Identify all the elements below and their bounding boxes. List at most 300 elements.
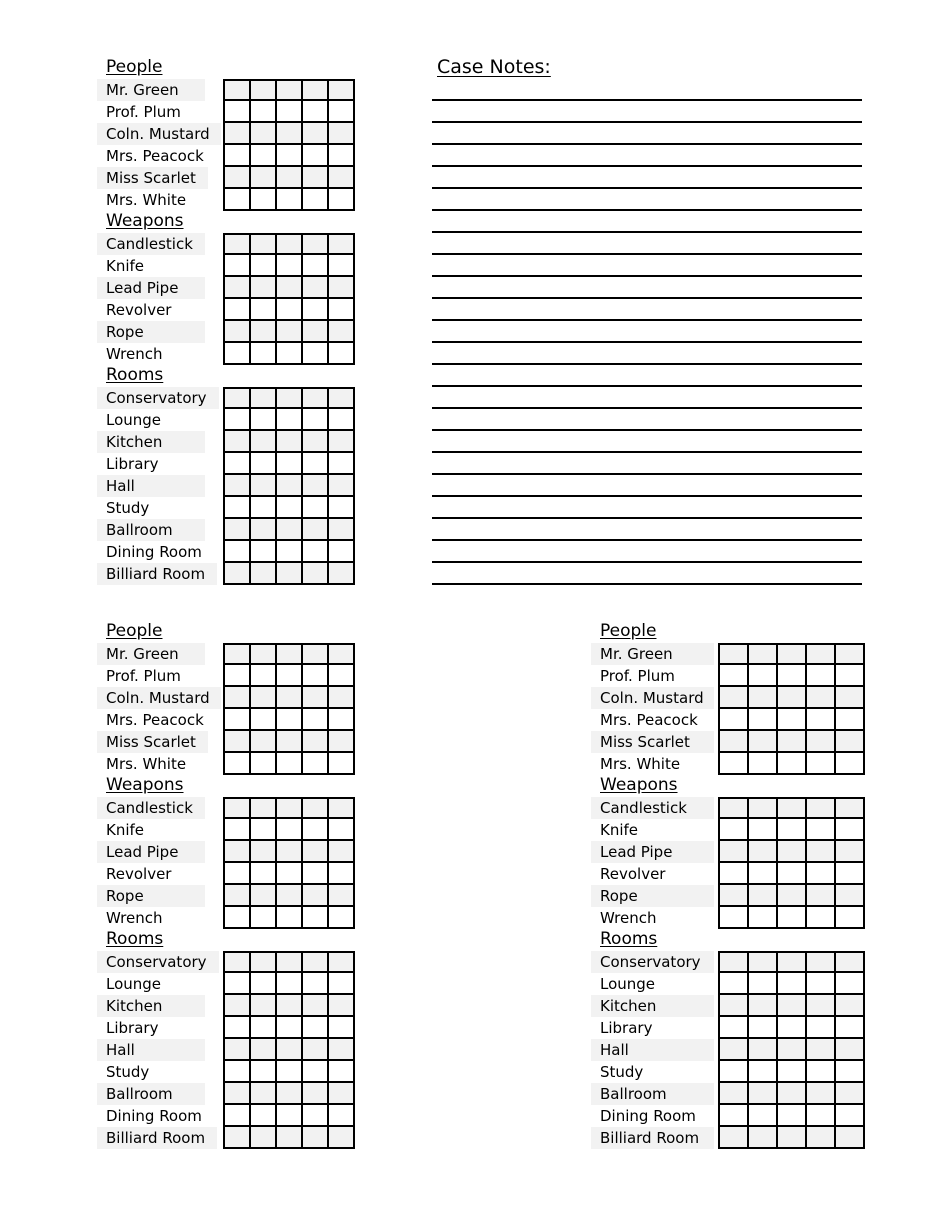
checkbox-cell[interactable] — [836, 953, 863, 971]
checkbox-cell[interactable] — [225, 167, 251, 187]
checkbox-cell[interactable] — [225, 235, 251, 253]
checkbox-cell[interactable] — [303, 687, 329, 707]
checkbox-cell[interactable] — [303, 709, 329, 729]
checkbox-cell[interactable] — [225, 645, 251, 663]
checkbox-cell[interactable] — [720, 731, 749, 751]
checkbox-cell[interactable] — [251, 753, 277, 773]
checkbox-cell[interactable] — [836, 995, 863, 1015]
checkbox-cell[interactable] — [303, 731, 329, 751]
checkbox-cell[interactable] — [225, 885, 251, 905]
checkbox-cell[interactable] — [807, 973, 836, 993]
checkbox-cell[interactable] — [251, 475, 277, 495]
checkbox-cell[interactable] — [277, 431, 303, 451]
checkbox-cell[interactable] — [303, 123, 329, 143]
checkbox-cell[interactable] — [225, 819, 251, 839]
checkbox-cell[interactable] — [807, 645, 836, 663]
checkbox-cell[interactable] — [836, 1017, 863, 1037]
checkbox-cell[interactable] — [720, 1061, 749, 1081]
checkbox-cell[interactable] — [807, 1105, 836, 1125]
checkbox-cell[interactable] — [251, 1127, 277, 1147]
checkbox-cell[interactable] — [251, 1061, 277, 1081]
checkbox-cell[interactable] — [251, 453, 277, 473]
checkbox-cell[interactable] — [251, 1039, 277, 1059]
checkbox-cell[interactable] — [277, 541, 303, 561]
checkbox-cell[interactable] — [251, 863, 277, 883]
checkbox-cell[interactable] — [303, 1039, 329, 1059]
checkbox-cell[interactable] — [749, 1017, 778, 1037]
checkbox-cell[interactable] — [251, 299, 277, 319]
checkbox-cell[interactable] — [836, 973, 863, 993]
checkbox-cell[interactable] — [749, 973, 778, 993]
checkbox-cell[interactable] — [778, 819, 807, 839]
checkbox-cell[interactable] — [225, 841, 251, 861]
checkbox-cell[interactable] — [225, 431, 251, 451]
checkbox-cell[interactable] — [251, 665, 277, 685]
checkbox-cell[interactable] — [277, 189, 303, 209]
checkbox-cell[interactable] — [251, 953, 277, 971]
checkbox-cell[interactable] — [329, 343, 353, 363]
checkbox-cell[interactable] — [225, 453, 251, 473]
checkbox-cell[interactable] — [303, 1083, 329, 1103]
checkbox-cell[interactable] — [251, 1017, 277, 1037]
checkbox-cell[interactable] — [225, 343, 251, 363]
checkbox-cell[interactable] — [749, 841, 778, 861]
checkbox-cell[interactable] — [277, 819, 303, 839]
checkbox-cell[interactable] — [807, 799, 836, 817]
checkbox-cell[interactable] — [303, 475, 329, 495]
checkbox-cell[interactable] — [807, 907, 836, 927]
checkbox-cell[interactable] — [251, 167, 277, 187]
checkbox-cell[interactable] — [303, 497, 329, 517]
checkbox-cell[interactable] — [277, 799, 303, 817]
checkbox-cell[interactable] — [778, 753, 807, 773]
checkbox-cell[interactable] — [807, 841, 836, 861]
checkbox-cell[interactable] — [807, 665, 836, 685]
checkbox-cell[interactable] — [329, 1039, 353, 1059]
checkbox-cell[interactable] — [277, 841, 303, 861]
checkbox-cell[interactable] — [277, 167, 303, 187]
checkbox-cell[interactable] — [277, 235, 303, 253]
checkbox-cell[interactable] — [277, 709, 303, 729]
checkbox-cell[interactable] — [749, 799, 778, 817]
checkbox-cell[interactable] — [251, 645, 277, 663]
checkbox-cell[interactable] — [807, 1039, 836, 1059]
checkbox-cell[interactable] — [303, 389, 329, 407]
checkbox-cell[interactable] — [303, 753, 329, 773]
checkbox-cell[interactable] — [277, 1017, 303, 1037]
checkbox-cell[interactable] — [303, 101, 329, 121]
checkbox-cell[interactable] — [749, 885, 778, 905]
checkbox-cell[interactable] — [225, 409, 251, 429]
checkbox-cell[interactable] — [836, 687, 863, 707]
checkbox-cell[interactable] — [251, 709, 277, 729]
checkbox-cell[interactable] — [720, 1039, 749, 1059]
checkbox-cell[interactable] — [329, 541, 353, 561]
checkbox-cell[interactable] — [807, 819, 836, 839]
checkbox-cell[interactable] — [807, 885, 836, 905]
checkbox-cell[interactable] — [329, 1017, 353, 1037]
checkbox-cell[interactable] — [836, 1083, 863, 1103]
checkbox-cell[interactable] — [778, 841, 807, 861]
checkbox-cell[interactable] — [225, 1017, 251, 1037]
checkbox-cell[interactable] — [225, 563, 251, 583]
checkbox-cell[interactable] — [720, 1105, 749, 1125]
checkbox-cell[interactable] — [329, 235, 353, 253]
checkbox-cell[interactable] — [225, 145, 251, 165]
checkbox-cell[interactable] — [225, 497, 251, 517]
checkbox-cell[interactable] — [329, 995, 353, 1015]
checkbox-cell[interactable] — [251, 541, 277, 561]
checkbox-cell[interactable] — [303, 519, 329, 539]
checkbox-cell[interactable] — [225, 799, 251, 817]
checkbox-cell[interactable] — [749, 863, 778, 883]
checkbox-cell[interactable] — [749, 819, 778, 839]
checkbox-cell[interactable] — [251, 731, 277, 751]
checkbox-cell[interactable] — [329, 731, 353, 751]
checkbox-cell[interactable] — [807, 1127, 836, 1147]
checkbox-cell[interactable] — [778, 953, 807, 971]
checkbox-cell[interactable] — [251, 389, 277, 407]
checkbox-cell[interactable] — [720, 1017, 749, 1037]
checkbox-cell[interactable] — [303, 973, 329, 993]
checkbox-cell[interactable] — [277, 343, 303, 363]
checkbox-cell[interactable] — [329, 665, 353, 685]
checkbox-cell[interactable] — [836, 1105, 863, 1125]
checkbox-cell[interactable] — [277, 563, 303, 583]
checkbox-cell[interactable] — [277, 1083, 303, 1103]
checkbox-cell[interactable] — [778, 665, 807, 685]
checkbox-cell[interactable] — [251, 321, 277, 341]
checkbox-cell[interactable] — [836, 645, 863, 663]
checkbox-cell[interactable] — [225, 519, 251, 539]
checkbox-cell[interactable] — [749, 753, 778, 773]
checkbox-cell[interactable] — [329, 123, 353, 143]
checkbox-cell[interactable] — [303, 321, 329, 341]
checkbox-cell[interactable] — [720, 863, 749, 883]
checkbox-cell[interactable] — [303, 409, 329, 429]
checkbox-cell[interactable] — [251, 1105, 277, 1125]
checkbox-cell[interactable] — [720, 819, 749, 839]
checkbox-cell[interactable] — [303, 863, 329, 883]
checkbox-cell[interactable] — [225, 81, 251, 99]
checkbox-cell[interactable] — [720, 753, 749, 773]
checkbox-cell[interactable] — [329, 645, 353, 663]
checkbox-cell[interactable] — [303, 645, 329, 663]
checkbox-cell[interactable] — [836, 907, 863, 927]
checkbox-cell[interactable] — [720, 953, 749, 971]
checkbox-cell[interactable] — [303, 235, 329, 253]
checkbox-cell[interactable] — [303, 453, 329, 473]
checkbox-cell[interactable] — [836, 885, 863, 905]
checkbox-cell[interactable] — [277, 885, 303, 905]
checkbox-cell[interactable] — [225, 1061, 251, 1081]
checkbox-cell[interactable] — [225, 1039, 251, 1059]
checkbox-cell[interactable] — [807, 1017, 836, 1037]
checkbox-cell[interactable] — [749, 645, 778, 663]
checkbox-cell[interactable] — [778, 1039, 807, 1059]
checkbox-cell[interactable] — [749, 1083, 778, 1103]
checkbox-cell[interactable] — [778, 907, 807, 927]
checkbox-cell[interactable] — [778, 1083, 807, 1103]
checkbox-cell[interactable] — [277, 409, 303, 429]
checkbox-cell[interactable] — [836, 863, 863, 883]
checkbox-cell[interactable] — [749, 709, 778, 729]
checkbox-cell[interactable] — [251, 497, 277, 517]
checkbox-cell[interactable] — [720, 973, 749, 993]
checkbox-cell[interactable] — [720, 995, 749, 1015]
checkbox-cell[interactable] — [329, 475, 353, 495]
checkbox-cell[interactable] — [251, 995, 277, 1015]
checkbox-cell[interactable] — [277, 321, 303, 341]
checkbox-cell[interactable] — [807, 953, 836, 971]
checkbox-cell[interactable] — [225, 389, 251, 407]
checkbox-cell[interactable] — [251, 235, 277, 253]
checkbox-cell[interactable] — [303, 665, 329, 685]
checkbox-cell[interactable] — [329, 1083, 353, 1103]
checkbox-cell[interactable] — [251, 255, 277, 275]
checkbox-cell[interactable] — [807, 731, 836, 751]
checkbox-cell[interactable] — [277, 1105, 303, 1125]
checkbox-cell[interactable] — [836, 1061, 863, 1081]
checkbox-cell[interactable] — [251, 123, 277, 143]
checkbox-cell[interactable] — [303, 255, 329, 275]
checkbox-cell[interactable] — [251, 687, 277, 707]
checkbox-cell[interactable] — [720, 1083, 749, 1103]
checkbox-cell[interactable] — [329, 101, 353, 121]
checkbox-cell[interactable] — [277, 299, 303, 319]
checkbox-cell[interactable] — [778, 863, 807, 883]
checkbox-cell[interactable] — [329, 1127, 353, 1147]
checkbox-cell[interactable] — [251, 799, 277, 817]
checkbox-cell[interactable] — [225, 255, 251, 275]
checkbox-cell[interactable] — [251, 907, 277, 927]
checkbox-cell[interactable] — [329, 277, 353, 297]
checkbox-cell[interactable] — [251, 81, 277, 99]
checkbox-cell[interactable] — [329, 453, 353, 473]
checkbox-cell[interactable] — [225, 687, 251, 707]
checkbox-cell[interactable] — [329, 1105, 353, 1125]
checkbox-cell[interactable] — [225, 299, 251, 319]
checkbox-cell[interactable] — [720, 687, 749, 707]
checkbox-cell[interactable] — [836, 731, 863, 751]
checkbox-cell[interactable] — [778, 687, 807, 707]
checkbox-cell[interactable] — [807, 753, 836, 773]
checkbox-cell[interactable] — [225, 731, 251, 751]
checkbox-cell[interactable] — [329, 563, 353, 583]
checkbox-cell[interactable] — [225, 541, 251, 561]
checkbox-cell[interactable] — [303, 189, 329, 209]
checkbox-cell[interactable] — [251, 189, 277, 209]
checkbox-cell[interactable] — [225, 665, 251, 685]
checkbox-cell[interactable] — [225, 321, 251, 341]
checkbox-cell[interactable] — [277, 953, 303, 971]
checkbox-cell[interactable] — [277, 687, 303, 707]
checkbox-cell[interactable] — [277, 1039, 303, 1059]
checkbox-cell[interactable] — [836, 1127, 863, 1147]
checkbox-cell[interactable] — [720, 885, 749, 905]
checkbox-cell[interactable] — [225, 953, 251, 971]
checkbox-cell[interactable] — [836, 1039, 863, 1059]
checkbox-cell[interactable] — [225, 973, 251, 993]
checkbox-cell[interactable] — [749, 1105, 778, 1125]
checkbox-cell[interactable] — [329, 799, 353, 817]
checkbox-cell[interactable] — [251, 343, 277, 363]
checkbox-cell[interactable] — [778, 885, 807, 905]
checkbox-cell[interactable] — [251, 563, 277, 583]
checkbox-cell[interactable] — [277, 1061, 303, 1081]
checkbox-cell[interactable] — [277, 453, 303, 473]
checkbox-cell[interactable] — [329, 753, 353, 773]
checkbox-cell[interactable] — [277, 497, 303, 517]
checkbox-cell[interactable] — [836, 665, 863, 685]
checkbox-cell[interactable] — [225, 709, 251, 729]
checkbox-cell[interactable] — [277, 519, 303, 539]
checkbox-cell[interactable] — [303, 1105, 329, 1125]
checkbox-cell[interactable] — [720, 1127, 749, 1147]
checkbox-cell[interactable] — [329, 409, 353, 429]
checkbox-cell[interactable] — [329, 885, 353, 905]
checkbox-cell[interactable] — [225, 1127, 251, 1147]
checkbox-cell[interactable] — [836, 753, 863, 773]
checkbox-cell[interactable] — [277, 123, 303, 143]
checkbox-cell[interactable] — [778, 1017, 807, 1037]
checkbox-cell[interactable] — [720, 907, 749, 927]
checkbox-cell[interactable] — [277, 81, 303, 99]
checkbox-cell[interactable] — [329, 189, 353, 209]
checkbox-cell[interactable] — [778, 645, 807, 663]
checkbox-cell[interactable] — [329, 819, 353, 839]
checkbox-cell[interactable] — [225, 995, 251, 1015]
checkbox-cell[interactable] — [749, 1061, 778, 1081]
checkbox-cell[interactable] — [329, 431, 353, 451]
checkbox-cell[interactable] — [251, 431, 277, 451]
checkbox-cell[interactable] — [749, 907, 778, 927]
checkbox-cell[interactable] — [277, 995, 303, 1015]
checkbox-cell[interactable] — [749, 1039, 778, 1059]
checkbox-cell[interactable] — [277, 753, 303, 773]
checkbox-cell[interactable] — [225, 123, 251, 143]
checkbox-cell[interactable] — [277, 145, 303, 165]
checkbox-cell[interactable] — [277, 255, 303, 275]
checkbox-cell[interactable] — [225, 907, 251, 927]
checkbox-cell[interactable] — [329, 167, 353, 187]
checkbox-cell[interactable] — [303, 1061, 329, 1081]
checkbox-cell[interactable] — [277, 475, 303, 495]
checkbox-cell[interactable] — [749, 731, 778, 751]
checkbox-cell[interactable] — [778, 995, 807, 1015]
checkbox-cell[interactable] — [720, 645, 749, 663]
checkbox-cell[interactable] — [303, 299, 329, 319]
checkbox-cell[interactable] — [277, 973, 303, 993]
checkbox-cell[interactable] — [329, 687, 353, 707]
checkbox-cell[interactable] — [303, 953, 329, 971]
checkbox-cell[interactable] — [303, 819, 329, 839]
checkbox-cell[interactable] — [329, 709, 353, 729]
checkbox-cell[interactable] — [836, 841, 863, 861]
checkbox-cell[interactable] — [836, 819, 863, 839]
checkbox-cell[interactable] — [225, 753, 251, 773]
checkbox-cell[interactable] — [749, 1127, 778, 1147]
checkbox-cell[interactable] — [251, 519, 277, 539]
checkbox-cell[interactable] — [778, 799, 807, 817]
checkbox-cell[interactable] — [720, 709, 749, 729]
checkbox-cell[interactable] — [329, 321, 353, 341]
checkbox-cell[interactable] — [303, 907, 329, 927]
checkbox-cell[interactable] — [329, 841, 353, 861]
checkbox-cell[interactable] — [251, 819, 277, 839]
checkbox-cell[interactable] — [329, 973, 353, 993]
checkbox-cell[interactable] — [329, 255, 353, 275]
checkbox-cell[interactable] — [807, 709, 836, 729]
checkbox-cell[interactable] — [303, 841, 329, 861]
checkbox-cell[interactable] — [303, 145, 329, 165]
checkbox-cell[interactable] — [329, 519, 353, 539]
checkbox-cell[interactable] — [778, 1061, 807, 1081]
checkbox-cell[interactable] — [303, 81, 329, 99]
checkbox-cell[interactable] — [749, 953, 778, 971]
checkbox-cell[interactable] — [836, 709, 863, 729]
checkbox-cell[interactable] — [277, 665, 303, 685]
checkbox-cell[interactable] — [225, 189, 251, 209]
checkbox-cell[interactable] — [329, 907, 353, 927]
checkbox-cell[interactable] — [778, 709, 807, 729]
checkbox-cell[interactable] — [225, 1105, 251, 1125]
checkbox-cell[interactable] — [329, 863, 353, 883]
checkbox-cell[interactable] — [303, 343, 329, 363]
checkbox-cell[interactable] — [720, 799, 749, 817]
checkbox-cell[interactable] — [251, 101, 277, 121]
checkbox-cell[interactable] — [778, 973, 807, 993]
checkbox-cell[interactable] — [807, 1083, 836, 1103]
checkbox-cell[interactable] — [329, 953, 353, 971]
checkbox-cell[interactable] — [303, 1017, 329, 1037]
checkbox-cell[interactable] — [329, 145, 353, 165]
checkbox-cell[interactable] — [225, 1083, 251, 1103]
checkbox-cell[interactable] — [303, 995, 329, 1015]
checkbox-cell[interactable] — [807, 1061, 836, 1081]
checkbox-cell[interactable] — [329, 1061, 353, 1081]
checkbox-cell[interactable] — [749, 995, 778, 1015]
checkbox-cell[interactable] — [251, 145, 277, 165]
checkbox-cell[interactable] — [836, 799, 863, 817]
checkbox-cell[interactable] — [277, 731, 303, 751]
checkbox-cell[interactable] — [329, 497, 353, 517]
checkbox-cell[interactable] — [251, 885, 277, 905]
checkbox-cell[interactable] — [251, 973, 277, 993]
checkbox-cell[interactable] — [277, 101, 303, 121]
checkbox-cell[interactable] — [720, 841, 749, 861]
checkbox-cell[interactable] — [807, 995, 836, 1015]
checkbox-cell[interactable] — [277, 389, 303, 407]
checkbox-cell[interactable] — [778, 731, 807, 751]
checkbox-cell[interactable] — [749, 687, 778, 707]
checkbox-cell[interactable] — [277, 645, 303, 663]
checkbox-cell[interactable] — [329, 389, 353, 407]
checkbox-cell[interactable] — [277, 863, 303, 883]
checkbox-cell[interactable] — [225, 101, 251, 121]
checkbox-cell[interactable] — [720, 665, 749, 685]
checkbox-cell[interactable] — [303, 1127, 329, 1147]
checkbox-cell[interactable] — [303, 885, 329, 905]
checkbox-cell[interactable] — [251, 409, 277, 429]
checkbox-cell[interactable] — [277, 277, 303, 297]
checkbox-cell[interactable] — [303, 277, 329, 297]
checkbox-cell[interactable] — [303, 799, 329, 817]
checkbox-cell[interactable] — [277, 907, 303, 927]
checkbox-cell[interactable] — [778, 1105, 807, 1125]
checkbox-cell[interactable] — [749, 665, 778, 685]
checkbox-cell[interactable] — [251, 841, 277, 861]
